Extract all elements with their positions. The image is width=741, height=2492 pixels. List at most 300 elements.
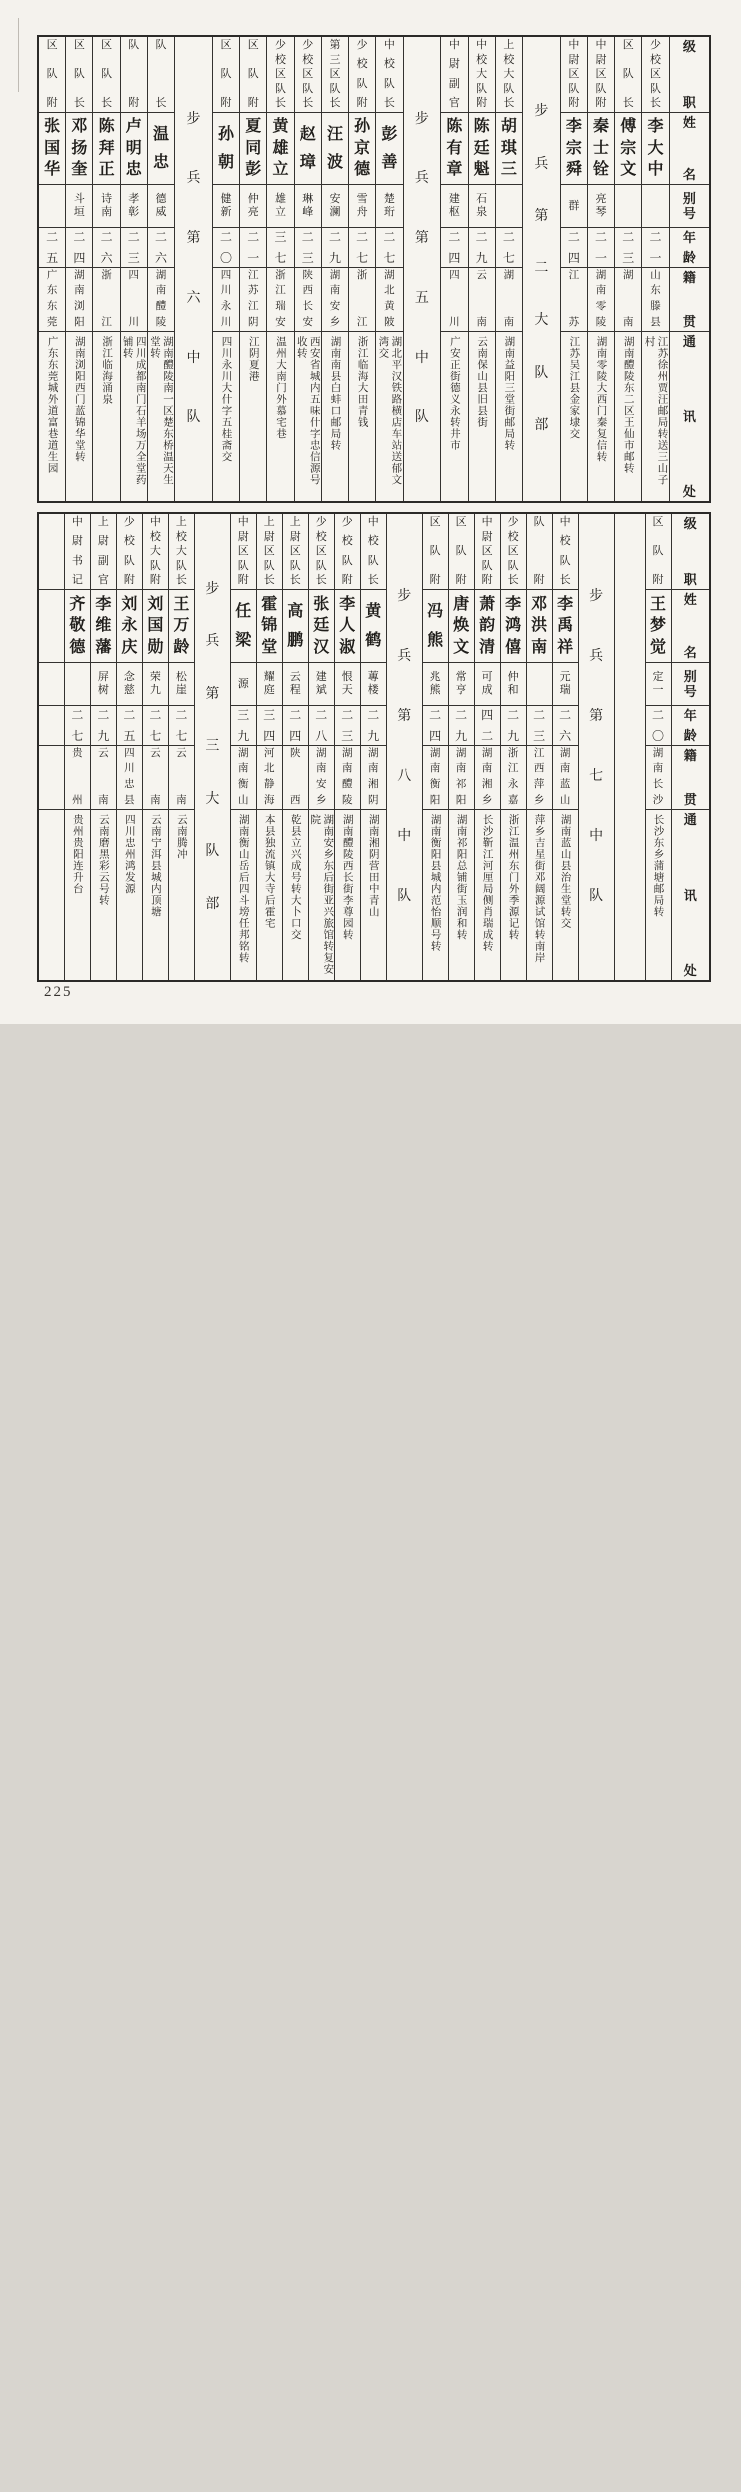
- alias-cell-text: [615, 185, 641, 227]
- glyph: 湖: [503, 269, 515, 281]
- glyph: 二: [341, 707, 354, 722]
- native-cell-text: [561, 268, 587, 331]
- glyph: 区: [289, 545, 301, 558]
- name-cell: [121, 113, 147, 185]
- glyph: 队: [220, 68, 232, 81]
- native-cell-text: [588, 268, 614, 331]
- roster-column: [142, 514, 168, 980]
- age-cell: [349, 228, 375, 267]
- glyph: 中: [595, 39, 607, 51]
- alias-cell-text: [646, 663, 671, 705]
- alias-cell-text: [143, 663, 168, 705]
- native-cell: [91, 746, 116, 811]
- name-cell: [283, 590, 308, 663]
- alias-cell-text: [376, 185, 402, 227]
- roster-column: [560, 37, 587, 501]
- glyph: 正: [98, 161, 115, 179]
- glyph: 西: [290, 794, 301, 806]
- glyph: 洪: [531, 617, 548, 635]
- name-cell-text: [231, 590, 256, 662]
- glyph: 瑞: [559, 684, 571, 697]
- address-text: 湖南浏阳西门蓝锦华堂转: [73, 336, 85, 463]
- age-cell: [143, 706, 168, 746]
- glyph: 大: [205, 791, 220, 807]
- glyph: 附: [429, 574, 441, 587]
- alias-cell-text: [148, 185, 174, 227]
- name-cell-text: [267, 113, 293, 184]
- glyph: 校: [175, 530, 187, 543]
- age-cell: [39, 228, 65, 267]
- native-cell: [231, 746, 256, 811]
- glyph: 少: [274, 39, 286, 51]
- glyph: 南: [238, 763, 249, 775]
- roster-column: [39, 37, 65, 501]
- name-cell: [527, 590, 552, 663]
- glyph: 湖: [238, 747, 249, 759]
- glyph: 陵: [155, 316, 167, 328]
- name-cell: [349, 113, 375, 185]
- glyph: 大: [175, 545, 187, 558]
- age-cell: [588, 228, 614, 267]
- address-text: 浙江临海大田青钱: [356, 336, 368, 429]
- header-cell: [672, 514, 709, 590]
- glyph: 长: [315, 574, 327, 587]
- glyph: 龄: [173, 638, 190, 656]
- glyph: 校: [507, 530, 519, 543]
- glyph: 队: [650, 82, 662, 95]
- glyph: 莞: [46, 316, 58, 328]
- glyph: 四: [124, 747, 135, 759]
- age-cell-text: [501, 706, 526, 745]
- glyph: 廷: [473, 139, 490, 157]
- glyph: 三: [341, 728, 354, 743]
- header-cell-text: [672, 810, 709, 980]
- native-cell: [283, 746, 308, 811]
- glyph: 第: [205, 686, 220, 702]
- glyph: 上: [503, 39, 515, 51]
- address-text: 湖南醴陵东二区王仙市邮转: [622, 336, 634, 475]
- name-cell-text: [143, 590, 168, 662]
- glyph: 仲: [507, 671, 519, 684]
- glyph: 安: [316, 779, 327, 791]
- glyph: 湖: [652, 747, 664, 759]
- alias-cell-text: [93, 185, 119, 227]
- native-cell-text: [240, 268, 266, 331]
- glyph: 部: [205, 896, 220, 912]
- glyph: 南: [652, 763, 664, 775]
- glyph: 队: [149, 559, 161, 572]
- glyph: 醴: [155, 300, 167, 312]
- native-cell-text: [213, 268, 239, 331]
- glyph: 七: [589, 769, 604, 784]
- section-column: [403, 37, 441, 501]
- glyph: 枢: [448, 206, 460, 219]
- native-cell: [117, 746, 142, 811]
- glyph: 步: [414, 111, 429, 127]
- address-cell: [309, 810, 334, 980]
- rank-cell: [423, 514, 448, 590]
- glyph: 鸿: [505, 617, 522, 635]
- glyph: 队: [155, 39, 167, 51]
- glyph: 队: [73, 68, 85, 81]
- alias-cell-text: [66, 185, 92, 227]
- roster-column: [348, 37, 375, 501]
- alias-cell-text: [39, 185, 65, 227]
- glyph: 队: [247, 68, 259, 81]
- alias-cell: [240, 185, 266, 228]
- glyph: 长: [329, 97, 341, 110]
- age-cell: [283, 706, 308, 746]
- glyph: 敬: [69, 617, 86, 635]
- name-cell-text: [349, 113, 375, 184]
- name-cell: [646, 590, 671, 663]
- roster-column: [614, 37, 641, 501]
- glyph: 宗: [565, 139, 582, 157]
- address-cell: [646, 810, 671, 980]
- alias-cell: [469, 185, 495, 228]
- glyph: 校: [367, 535, 379, 548]
- address-text: 湖南醴陵西长街李尊园转: [341, 814, 353, 941]
- native-cell: [588, 268, 614, 332]
- roster-column: [64, 514, 90, 980]
- glyph: 长: [367, 574, 379, 587]
- glyph: 云: [476, 269, 487, 281]
- glyph: 附: [595, 97, 607, 110]
- age-cell: [553, 706, 578, 746]
- glyph: 大: [476, 68, 488, 81]
- native-cell: [309, 746, 334, 811]
- glyph: 三: [274, 230, 287, 245]
- rank-cell-text: [240, 37, 266, 112]
- native-cell: [615, 268, 641, 332]
- alias-cell: [169, 663, 194, 706]
- native-cell: [295, 268, 321, 332]
- alias-cell: [39, 185, 65, 228]
- alias-cell-text: [309, 663, 334, 705]
- address-text: 云南保山县旧县街: [476, 336, 488, 429]
- age-cell-text: [240, 228, 266, 266]
- native-cell: [642, 268, 668, 332]
- age-cell: [65, 706, 90, 746]
- roster-column: [147, 37, 174, 501]
- glyph: 区: [237, 545, 249, 558]
- glyph: 四: [73, 250, 86, 265]
- glyph: 觉: [650, 638, 667, 656]
- glyph: 山: [650, 269, 661, 281]
- glyph: 〇: [652, 728, 665, 743]
- glyph: 温: [153, 125, 170, 143]
- roster-column: [308, 514, 334, 980]
- glyph: 籍: [682, 269, 696, 285]
- rank-cell: [240, 37, 266, 113]
- glyph: 念: [123, 671, 135, 684]
- address-text: 江阴夏港: [247, 336, 259, 383]
- glyph: 尉: [289, 530, 301, 543]
- alias-cell-text: [449, 663, 474, 705]
- glyph: 峰: [302, 206, 314, 219]
- glyph: 永: [220, 300, 232, 312]
- address-cell: [240, 332, 266, 501]
- section-column: [578, 514, 614, 980]
- bottom-table: [37, 512, 711, 982]
- glyph: 祥: [557, 638, 574, 656]
- name-cell-text: [376, 113, 402, 184]
- glyph: 四: [289, 728, 302, 743]
- rank-cell: [309, 514, 334, 590]
- alias-cell: [376, 185, 402, 228]
- glyph: 兵: [414, 171, 429, 187]
- header-cell-text: [672, 746, 709, 810]
- age-cell-text: [322, 228, 348, 266]
- address-cell: [361, 810, 386, 980]
- glyph: 大: [534, 313, 549, 329]
- glyph: 队: [503, 82, 515, 95]
- glyph: 邓: [531, 595, 548, 613]
- glyph: 湖: [155, 269, 167, 281]
- glyph: 南: [341, 763, 353, 775]
- glyph: 安: [275, 316, 286, 328]
- glyph: 队: [329, 82, 341, 95]
- native-cell: [66, 268, 92, 332]
- rank-cell: [39, 37, 65, 113]
- age-cell: [322, 228, 348, 267]
- glyph: 二: [356, 230, 369, 245]
- header-cell: [672, 706, 709, 746]
- alias-cell-text: [295, 185, 321, 227]
- age-cell: [475, 706, 500, 746]
- address-text: 湖南衡山岳后四斗塝任邦铭转: [237, 814, 249, 964]
- roster-column: [90, 514, 116, 980]
- alias-cell-text: [588, 185, 614, 227]
- name-cell-text: [361, 590, 386, 662]
- glyph: 二: [220, 230, 233, 245]
- address-text: 云南宁洱县城内顶塘: [149, 814, 161, 918]
- roster-column: [334, 514, 360, 980]
- glyph: 区: [481, 545, 493, 558]
- rank-cell: [496, 37, 522, 113]
- native-cell: [501, 746, 526, 811]
- name-cell: [66, 113, 92, 185]
- glyph: 中: [589, 829, 604, 844]
- rank-cell: [117, 514, 142, 590]
- rank-cell: [349, 37, 375, 113]
- age-cell: [267, 228, 293, 267]
- glyph: 别: [683, 669, 697, 685]
- glyph: 区: [650, 68, 662, 81]
- roster-column: [282, 514, 308, 980]
- glyph: 七: [502, 250, 515, 265]
- rank-cell-text: [615, 37, 641, 112]
- age-cell-text: [169, 706, 194, 745]
- roster-column: [526, 514, 552, 980]
- glyph: 张: [44, 118, 61, 136]
- glyph: 九: [367, 728, 380, 743]
- page-number: 225: [44, 984, 73, 1000]
- glyph: 维: [95, 617, 112, 635]
- roster-column: [65, 37, 92, 501]
- native-cell: [240, 268, 266, 332]
- age-cell: [257, 706, 282, 746]
- rank-cell-text: [588, 37, 614, 112]
- glyph: 中: [481, 516, 493, 528]
- glyph: 附: [128, 97, 140, 110]
- glyph: 队: [589, 889, 604, 904]
- native-cell: [376, 268, 402, 332]
- native-cell: [527, 746, 552, 811]
- glyph: 校: [356, 58, 368, 71]
- glyph: 耀: [263, 671, 275, 684]
- glyph: 区: [622, 39, 634, 51]
- glyph: 区: [46, 39, 58, 51]
- alias-cell-text: [553, 663, 578, 705]
- age-cell-text: [309, 706, 334, 745]
- rank-cell: [646, 514, 671, 590]
- glyph: 忠: [125, 161, 142, 179]
- alias-cell-text: [322, 185, 348, 227]
- glyph: 陵: [341, 794, 353, 806]
- glyph: 南: [481, 763, 493, 775]
- glyph: 区: [568, 68, 580, 81]
- age-cell-text: [93, 228, 119, 266]
- section-column: [386, 514, 422, 980]
- glyph: 六: [155, 250, 168, 265]
- glyph: 七: [274, 250, 287, 265]
- glyph: 刘: [121, 595, 138, 613]
- rank-cell-text: [283, 514, 308, 589]
- native-cell-text: [553, 746, 578, 810]
- address-cell: [143, 810, 168, 980]
- glyph: 区: [652, 516, 664, 528]
- alias-cell: [231, 663, 256, 706]
- address-text: 湖南零陵大西门秦复信转: [595, 336, 607, 463]
- age-cell-text: [295, 228, 321, 266]
- glyph: 队: [274, 82, 286, 95]
- glyph: 川: [449, 316, 460, 328]
- roster-column: [587, 37, 614, 501]
- native-cell: [213, 268, 239, 332]
- name-cell-text: [469, 113, 495, 184]
- rank-cell: [66, 37, 92, 113]
- glyph: 一: [247, 250, 260, 265]
- glyph: 尉: [595, 53, 607, 66]
- glyph: 唐: [453, 595, 470, 613]
- age-cell: [376, 228, 402, 267]
- glyph: 南: [623, 316, 634, 328]
- alias-cell: [65, 663, 90, 706]
- glyph: 附: [237, 574, 249, 587]
- glyph: 队: [101, 68, 113, 81]
- glyph: 黄: [272, 118, 289, 136]
- address-cell: [553, 810, 578, 980]
- glyph: 职: [682, 95, 696, 111]
- glyph: 二: [507, 707, 520, 722]
- glyph: 醴: [341, 779, 353, 791]
- glyph: 上: [289, 516, 301, 528]
- glyph: 长: [302, 300, 313, 312]
- name-cell-text: [213, 113, 239, 184]
- glyph: 三: [301, 250, 314, 265]
- glyph: 南: [503, 316, 515, 328]
- glyph: 衡: [238, 779, 249, 791]
- glyph: 二: [289, 707, 302, 722]
- address-cell: [423, 810, 448, 980]
- glyph: 姓: [682, 115, 696, 131]
- rank-cell-text: [117, 514, 142, 589]
- glyph: 长: [507, 574, 519, 587]
- address-text: 长沙东乡蒲塘邮局转: [652, 814, 664, 918]
- glyph: 四: [263, 728, 276, 743]
- address-text: 贵州贵阳连升台: [71, 814, 83, 895]
- address-text: 江苏徐州贾汪邮局转送三山子村: [643, 336, 668, 486]
- glyph: 德: [155, 193, 167, 206]
- address-cell: [121, 332, 147, 501]
- alias-cell: [213, 185, 239, 228]
- glyph: 队: [302, 82, 314, 95]
- glyph: 德: [354, 161, 371, 179]
- glyph: 通: [683, 812, 697, 828]
- glyph: 三: [622, 250, 635, 265]
- native-cell: [561, 268, 587, 332]
- glyph: 冯: [427, 602, 444, 620]
- glyph: 上: [175, 516, 187, 528]
- glyph: 乡: [316, 794, 327, 806]
- glyph: 二: [455, 707, 468, 722]
- glyph: 永: [121, 617, 138, 635]
- address-cell: [349, 332, 375, 501]
- glyph: 安: [302, 316, 313, 328]
- name-cell: [148, 113, 174, 185]
- header-column: [669, 37, 709, 501]
- glyph: 队: [175, 559, 187, 572]
- glyph: 衡: [429, 779, 441, 791]
- alias-cell: [148, 185, 174, 228]
- name-cell: [615, 113, 641, 185]
- glyph: 浙: [275, 269, 286, 281]
- glyph: 七: [149, 728, 162, 743]
- native-cell-text: [527, 746, 552, 810]
- glyph: 垣: [73, 206, 85, 219]
- glyph: 成: [481, 684, 493, 697]
- glyph: 二: [155, 230, 168, 245]
- alias-cell-text: [91, 663, 116, 705]
- address-cell: [66, 332, 92, 501]
- glyph: 二: [73, 230, 86, 245]
- name-cell: [39, 113, 65, 185]
- native-cell-text: [322, 268, 348, 331]
- glyph: 九: [507, 728, 520, 743]
- glyph: 兆: [429, 671, 441, 684]
- glyph: 队: [383, 77, 395, 90]
- glyph: 九: [455, 728, 468, 743]
- age-cell-text: [65, 706, 90, 745]
- native-cell-text: [501, 746, 526, 810]
- age-cell-text: [553, 706, 578, 745]
- alias-cell: [117, 663, 142, 706]
- glyph: 处: [683, 963, 697, 978]
- glyph: 队: [414, 410, 429, 426]
- glyph: 少: [507, 516, 519, 528]
- glyph: 第: [397, 709, 412, 724]
- address-text: 四川成都南门石羊场万全堂药铺转: [121, 336, 146, 486]
- alias-cell-text: [361, 663, 386, 705]
- name-cell-text: [295, 113, 321, 184]
- name-cell-text: [322, 113, 348, 184]
- glyph: 校: [315, 530, 327, 543]
- glyph: 尉: [263, 530, 275, 543]
- glyph: 湖: [429, 747, 441, 759]
- glyph: 乡: [481, 794, 493, 806]
- glyph: 华: [44, 161, 61, 179]
